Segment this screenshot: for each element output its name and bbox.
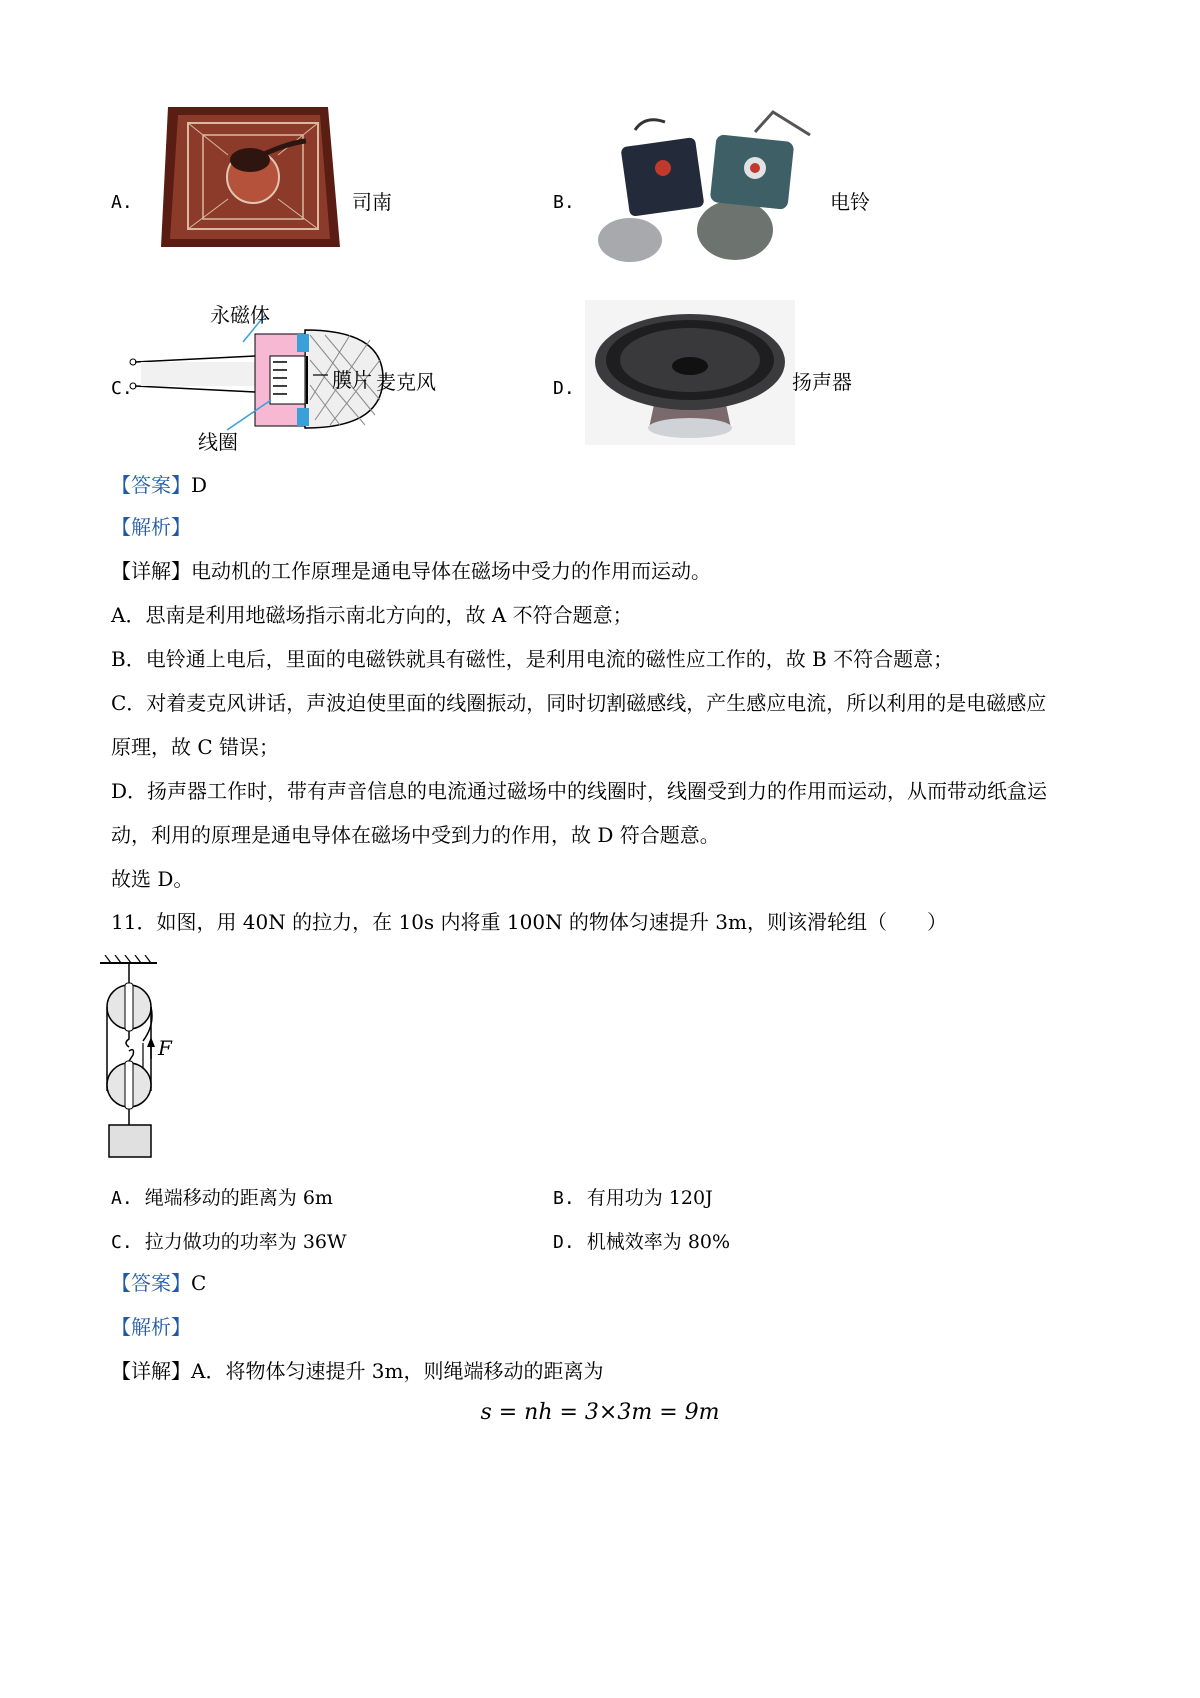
- option-a-label: A.: [111, 192, 133, 213]
- q11-option-a: [111, 1183, 333, 1210]
- q11-option-b: [553, 1183, 713, 1210]
- analysis-tag: 【解析】: [111, 515, 191, 539]
- label-membrane: 膜片: [332, 368, 372, 392]
- detail-text: 电动机的工作原理是通电导体在磁场中受力的作用而运动。: [191, 559, 711, 583]
- q11-analysis-line: [111, 1312, 191, 1342]
- q11-option-c-text: 拉力做功的功率为 36W: [144, 1231, 347, 1253]
- answer-value: D: [191, 473, 208, 497]
- q10-line-b: B．电铃通上电后，里面的电磁铁就具有磁性，是利用电流的磁性应工作的，故 B 不符合题意；: [111, 647, 954, 671]
- formula: s = nh = 3×3m = 9m: [480, 1400, 720, 1425]
- option-d-label: D.: [553, 378, 575, 399]
- force-label: F: [158, 1036, 172, 1060]
- q11-option-d-text: 机械效率为 80%: [586, 1231, 731, 1253]
- sinan-image: [158, 105, 343, 255]
- label-permanent-magnet: 永磁体: [210, 303, 270, 327]
- q11-option-d-label: D.: [553, 1232, 575, 1253]
- q11-option-c-label: C.: [111, 1232, 133, 1253]
- q10-answer-line: [111, 470, 207, 500]
- option-d-caption: 扬声器: [792, 370, 852, 394]
- detail-text: A．将物体匀速提升 3m，则绳端移动的距离为: [191, 1359, 604, 1383]
- analysis-tag: 【解析】: [111, 1315, 191, 1339]
- option-c-label: C.: [111, 378, 133, 399]
- answer-value: C: [191, 1271, 207, 1295]
- option-a-caption: 司南: [352, 190, 392, 214]
- q11-option-d: [553, 1227, 730, 1254]
- label-coil: 线圈: [198, 430, 238, 454]
- option-c-caption: 麦克风: [376, 370, 436, 394]
- speaker-image: [585, 300, 795, 445]
- pulley-diagram: [95, 955, 195, 1160]
- q10-conclusion: 故选 D。: [111, 867, 194, 891]
- q11-option-a-text: 绳端移动的距离为 6m: [144, 1187, 333, 1209]
- q11-detail-line: [111, 1356, 604, 1386]
- q11-option-b-label: B.: [553, 1188, 575, 1209]
- option-b-label: B.: [553, 192, 575, 213]
- q11-option-b-text: 有用功为 120J: [586, 1187, 713, 1209]
- q10-line-d: D．扬声器工作时，带有声音信息的电流通过磁场中的线圈时，线圈受到力的作用而运动，从而带动纸盒运: [111, 779, 1048, 803]
- q11-option-a-label: A.: [111, 1188, 133, 1209]
- option-b-caption: 电铃: [830, 190, 870, 214]
- q11-stem: 11．如图，用 40N 的拉力，在 10s 内将重 100N 的物体匀速提升 3m，则该滑轮组（ ）: [111, 910, 947, 934]
- answer-tag: 【答案】: [111, 473, 191, 497]
- q10-detail-line: [111, 556, 711, 586]
- q10-line-c: C．对着麦克风讲话，声波迫使里面的线圈振动，同时切割磁感线，产生感应电流，所以利用的是电磁感应: [111, 691, 1047, 715]
- electric-bell-image: [595, 110, 825, 265]
- q10-line-c2: 原理，故 C 错误；: [111, 735, 280, 759]
- detail-tag: 【详解】: [111, 559, 191, 583]
- q10-line-d2: 动，利用的原理是通电导体在磁场中受到力的作用，故 D 符合题意。: [111, 823, 720, 847]
- answer-tag: 【答案】: [111, 1271, 191, 1295]
- q10-analysis-line: [111, 512, 191, 542]
- q10-line-a: A．思南是利用地磁场指示南北方向的，故 A 不符合题意；: [111, 603, 633, 627]
- q11-answer-line: [111, 1268, 206, 1298]
- q11-option-c: [111, 1227, 347, 1254]
- detail-tag: 【详解】: [111, 1359, 191, 1383]
